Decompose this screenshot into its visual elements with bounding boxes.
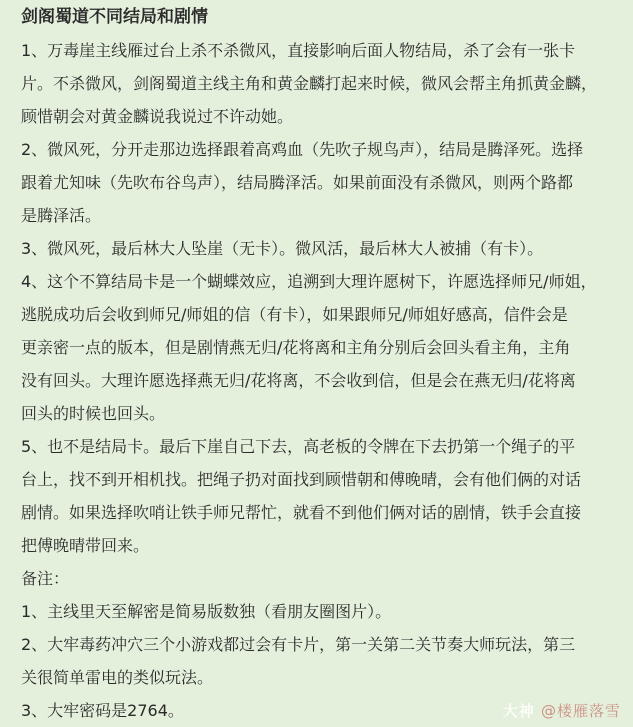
text-line: 逃脱成功后会收到师兄/师姐的信（有卡），如果跟师兄/师姐好感高，信件会是 [21, 305, 568, 324]
text-line: 顾惜朝会对黄金麟说我说过不许动她。 [21, 107, 294, 126]
watermark-brand: 大神 [502, 702, 535, 720]
paragraph [21, 562, 621, 595]
text-line: 2、大牢毒药冲穴三个小游戏都过会有卡片，第一关第二关节奏大师玩法，第三 [21, 635, 576, 654]
text-line: 把傅晚晴带回来。 [21, 536, 150, 555]
text-line: 没有回头。大理许愿选择燕无归/花将离，不会收到信，但是会在燕无归/花将离 [21, 371, 576, 390]
document-body [21, 34, 621, 727]
text-line: 是腾泽活。 [21, 206, 102, 225]
text-line: 1、万毒崖主线雁过台上杀不杀微风，直接影响后面人物结局，杀了会有一张卡 [21, 41, 576, 60]
text-line: 2、微风死，分开走那边选择跟着高鸡血（先吹子规鸟声），结局是腾泽死。选择 [21, 140, 584, 159]
text-line: 关很简单雷电的类似玩法。 [21, 668, 214, 687]
paragraph [21, 265, 621, 430]
watermark-handle: @楼雁落雪 [540, 702, 621, 720]
paragraph [21, 232, 621, 265]
text-line: 回头的时候也回头。 [21, 404, 166, 423]
text-line: 跟着尤知味（先吹布谷鸟声），结局腾泽活。如果前面没有杀微风，则两个路都 [21, 173, 574, 192]
watermark [503, 700, 621, 721]
text-line: 片。不杀微风，剑阁蜀道主线主角和黄金麟打起来时候，微风会帮主角抓黄金麟， [21, 74, 598, 93]
paragraph [21, 34, 621, 133]
text-line: 3、大牢密码是2764。 [21, 701, 184, 720]
text-line: 4、这个不算结局卡是一个蝴蝶效应，追溯到大理许愿树下，许愿选择师兄/师姐， [21, 272, 597, 291]
text-line: 3、微风死，最后林大人坠崖（无卡）。微风活，最后林大人被捕（有卡）。 [21, 239, 544, 258]
text-line: 备注： [21, 569, 70, 588]
text-line: 剧情。如果选择吹哨让铁手师兄帮忙，就看不到他们俩对话的剧情，铁手会直接 [21, 503, 582, 522]
document [21, 0, 621, 727]
text-line: 5、也不是结局卡。最后下崖自己下去，高老板的令牌在下去扔第一个绳子的平 [21, 437, 576, 456]
text-line: 1、主线里天至解密是简易版数独（看朋友圈图片）。 [21, 602, 392, 621]
paragraph [21, 628, 621, 694]
text-line: 台上，找不到开相机找。把绳子扔对面找到顾惜朝和傅晚晴，会有他们俩的对话 [21, 470, 582, 489]
document-title: 剑阁蜀道不同结局和剧情 [21, 7, 208, 27]
paragraph [21, 430, 621, 562]
text-line: 更亲密一点的版本，但是剧情燕无归/花将离和主角分别后会回头看主角，主角 [21, 338, 571, 357]
paragraph [21, 595, 621, 628]
paragraph [21, 133, 621, 232]
